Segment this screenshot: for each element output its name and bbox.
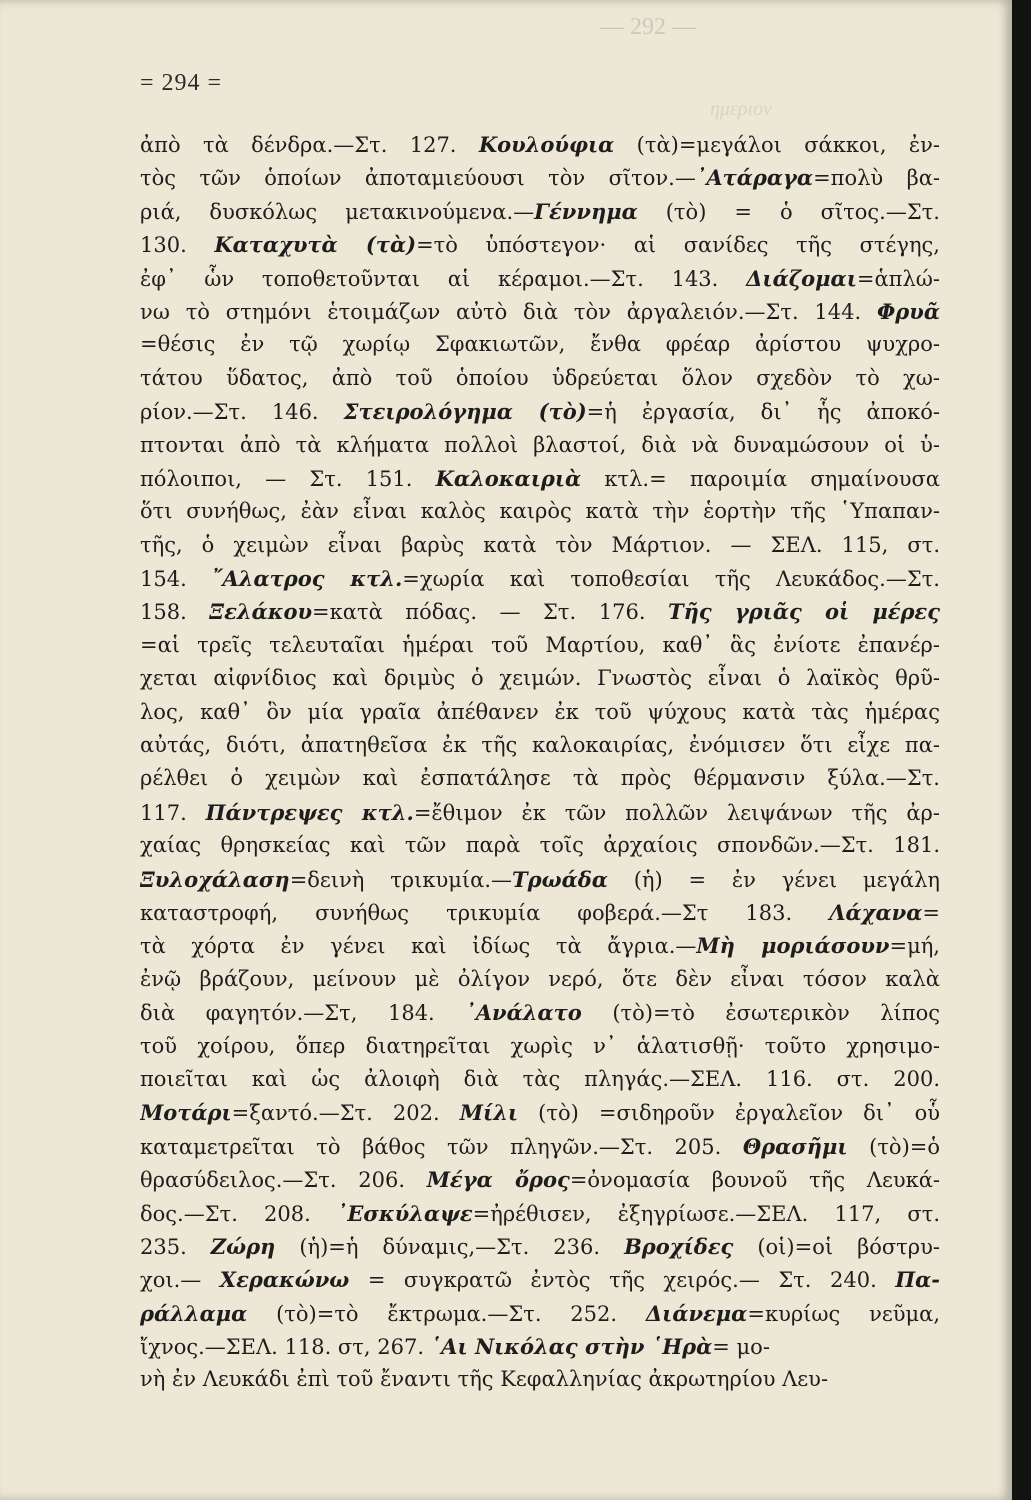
text-line: χαίας θρησκείας καὶ τῶν παρὰ τοῖς ἀρχαίοις σπονδῶν.—Στ. 181. (140, 833, 940, 858)
text-line: Μοτάρι=ξαντό.—Στ. 202. Μίλι (τὸ) =σιδηροῦν ἐργαλεῖον δι᾿ οὗ (140, 1100, 940, 1126)
text-line: χεται αἰφνίδιος καὶ δριμὺς ὁ χειμών. Γνωστὸς εἶναι ὁ λαϊκὸς θρῦ- (140, 666, 940, 691)
text-line: ἴχνος.—ΣΕΛ. 118. στ, 267. ῾Αι Νικόλας στὴν ῾Ηρὰ= μο- (140, 1334, 770, 1360)
text-line: ἐνῷ βράζουν, μείνουν μὲ ὀλίγον νερό, ὅτε δὲν εἶναι τόσον καλὰ (140, 966, 940, 991)
body-text (140, 128, 940, 1397)
text-line: τὰ χόρτα ἐν γένει καὶ ἰδίως τὰ ἄγρια.—Μὴ μοριάσουν=μή, (140, 933, 940, 959)
text-line: καταμετρεῖται τὸ βάθος τῶν πληγῶν.—Στ. 205. Θρασῆμι (τὸ)=ὁ (140, 1133, 940, 1159)
text-line: νὴ ἐν Λευκάδι ἐπὶ τοῦ ἔναντι τῆς Κεφαλληνίας ἀκρωτηρίου Λευ- (140, 1367, 829, 1392)
page-number: = 294 = (140, 70, 223, 96)
text-line: χοι.— Χερακώνω = συγκρατῶ ἐντὸς τῆς χειρός.— Στ. 240. Πα- (140, 1267, 940, 1293)
text-line: νω τὸ στημόνι ἑτοιμάζων αὐτὸ διὰ τὸν ἀργαλειόν.—Στ. 144. Φρυᾶ (140, 298, 940, 324)
text-line: =αἱ τρεῖς τελευταῖαι ἡμέραι τοῦ Μαρτίου, καθ᾿ ἃς ἐνίοτε ἐπανέρ- (140, 632, 940, 657)
text-line: τὸς τῶν ὁποίων ἀποταμιεύουσι τὸν σῖτον.—᾿Ατάραγα=πολὺ βα- (140, 165, 940, 191)
text-line: ριά, δυσκόλως μετακινούμενα.—Γέννημα (τὸ) = ὁ σῖτος.—Στ. (140, 198, 940, 224)
text-line: τῆς, ὁ χειμὼν εἶναι βαρὺς κατὰ τὸν Μάρτιον. — ΣΕΛ. 115, στ. (140, 532, 940, 557)
text-line: καταστροφή, συνήθως τρικυμία φοβερά.—Στ 183. Λάχανα= (140, 899, 940, 925)
text-line: 130. Καταχυτὰ (τὰ)=τὸ ὑπόστεγον· αἱ σανίδες τῆς στέγης, (140, 232, 940, 258)
text-line: ἐφ᾿ ὧν τοποθετοῦνται αἱ κέραμοι.—Στ. 143. Διάζομαι=ἁπλώ- (140, 265, 940, 291)
text-line: ρίον.—Στ. 146. Στειρολόγημα (τὸ)=ἡ ἐργασία, δι᾿ ἧς ἀποκό- (140, 399, 940, 425)
text-line: 158. Ξελάκου=κατὰ πόδας. — Στ. 176. Τῆς γριᾶς οἱ μέρες (140, 599, 940, 625)
text-line: 235. Ζώρη (ἡ)=ἡ δύναμις,—Στ. 236. Βροχίδες (οἱ)=οἱ βόστρυ- (140, 1233, 940, 1259)
text-line: ὅτι συνήθως, ἐὰν εἶναι καλὸς καιρὸς κατὰ τὴν ἑορτὴν τῆς ῾Υπαπαν- (140, 499, 940, 524)
text-line: θρασύδειλος.—Στ. 206. Μέγα ὄρος=ὀνομασία βουνοῦ τῆς Λευκά- (140, 1167, 940, 1193)
text-line: Ξυλοχάλαση=δεινὴ τρικυμία.—Τρωάδα (ἡ) = ἐν γένει μεγάλη (140, 866, 940, 892)
text-line: ράλλαμα (τὸ)=τὸ ἔκτρωμα.—Στ. 252. Διάνεμα=κυρίως νεῦμα, (140, 1300, 940, 1326)
text-line: αὐτάς, διότι, ἀπατηθεῖσα ἐκ τῆς καλοκαιρίας, ἐνόμισεν ὅτι εἶχε πα- (140, 733, 940, 758)
text-line: τοῦ χοίρου, ὅπερ διατηρεῖται χωρὶς ν᾿ ἁλατισθῇ· τοῦτο χρησιμο- (140, 1033, 940, 1058)
text-line: τάτου ὕδατος, ἀπὸ τοῦ ὁποίου ὑδρεύεται ὅλον σχεδὸν τὸ χω- (140, 365, 940, 390)
text-line: ἀπὸ τὰ δένδρα.—Στ. 127. Κουλούφια (τὰ)=μεγάλοι σάκκοι, ἐν- (140, 132, 940, 157)
text-line: πτονται ἀπὸ τὰ κλήματα πολλοὶ βλαστοί, διὰ νὰ δυναμώσουν οἱ ὑ- (140, 432, 940, 457)
bleed-through-header: — 292 — (600, 14, 696, 40)
text-line: πόλοιποι, — Στ. 151. Καλοκαιριὰ κτλ.= παροιμία σημαίνουσα (140, 465, 940, 491)
text-line: =θέσις ἐν τῷ χωρίῳ Σφακιωτῶν, ἔνθα φρέαρ ἀρίστου ψυχρο- (140, 332, 940, 357)
text-line: 154. ῎Αλατρος κτλ.=χωρία καὶ τοποθεσίαι τῆς Λευκάδος.—Στ. (140, 566, 940, 592)
text-line: διὰ φαγητόν.—Στ, 184. ᾿Ανάλατο (τὸ)=τὸ ἐσωτερικὸν λίπος (140, 1000, 940, 1026)
bleed-through-text: ημεριον (710, 98, 772, 120)
text-line: λος, καθ᾿ ὃν μία γραῖα ἀπέθανεν ἐκ τοῦ ψύχους κατὰ τὰς ἡμέρας (140, 699, 940, 724)
scan-edge (1012, 0, 1031, 1500)
text-line: δος.—Στ. 208. ᾿Εσκύλαψε=ἠρέθισεν, ἐξηγρίωσε.—ΣΕΛ. 117, στ. (140, 1200, 940, 1226)
text-line: ρέλθει ὁ χειμὼν καὶ ἐσπατάλησε τὰ πρὸς θέρμανσιν ξύλα.—Στ. (140, 766, 940, 791)
text-line: ποιεῖται καὶ ὡς ἀλοιφὴ διὰ τὰς πληγάς.—ΣΕΛ. 116. στ. 200. (140, 1066, 940, 1091)
text-line: 117. Πάντρεψες κτλ.=ἔθιμον ἐκ τῶν πολλῶν λειψάνων τῆς ἀρ- (140, 799, 940, 825)
